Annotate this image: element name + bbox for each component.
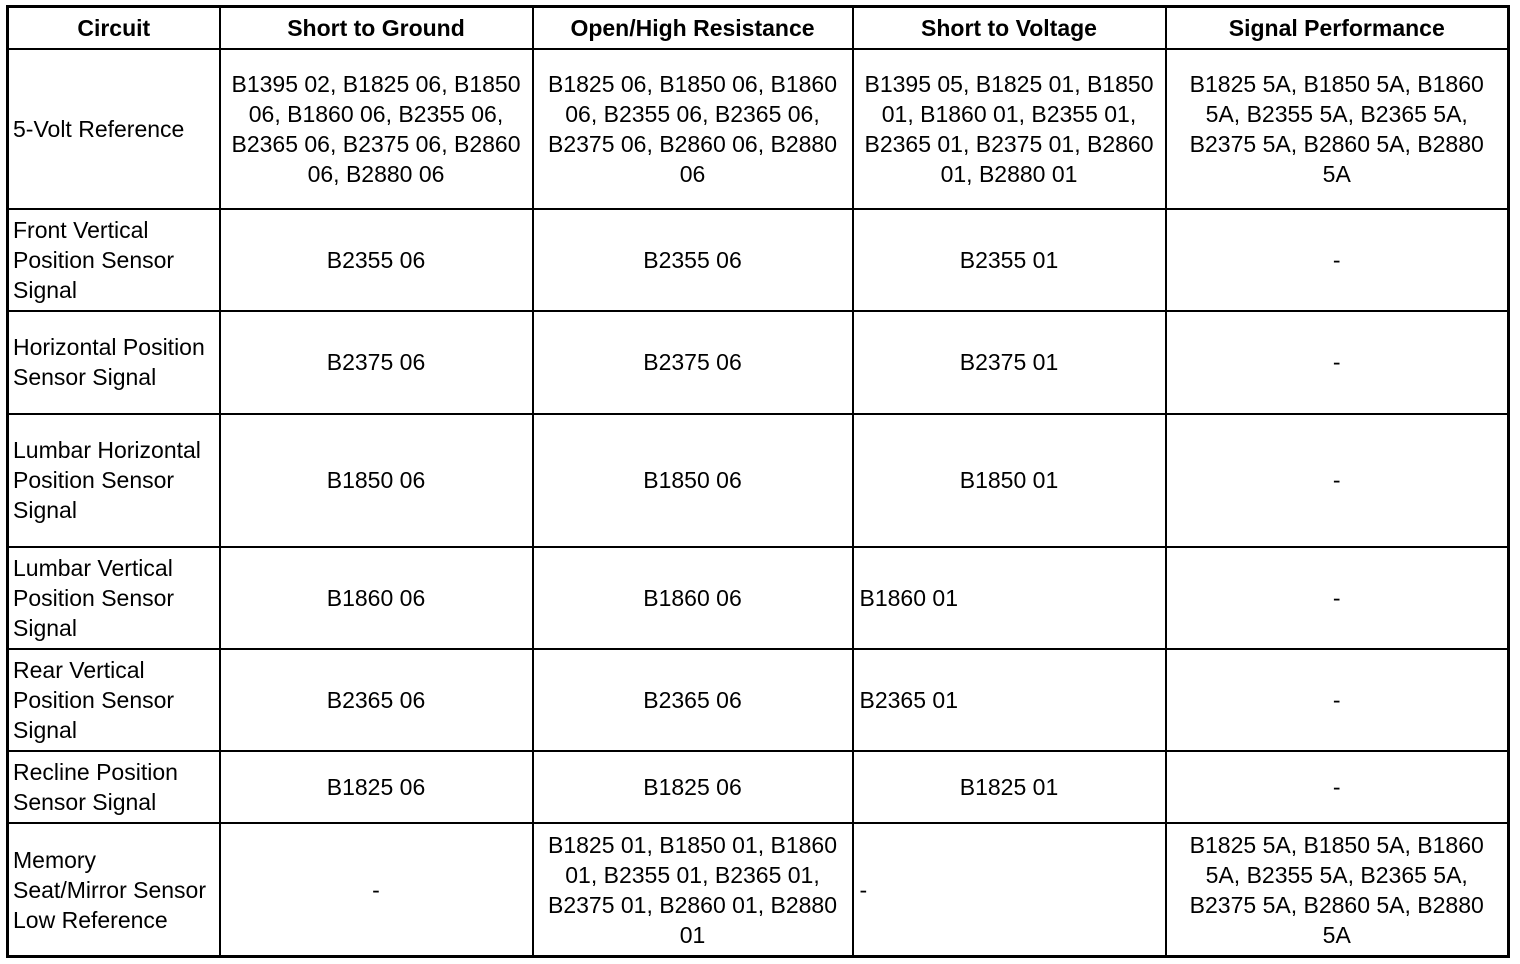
short-to-ground-cell: B1850 06 <box>220 414 533 547</box>
table-row <box>8 311 1509 413</box>
short-to-ground-cell: B1825 06 <box>220 751 533 823</box>
signal-performance-cell: - <box>1166 547 1509 649</box>
circuit-cell: Lumbar Vertical Position Sensor Signal <box>8 547 220 649</box>
short-to-voltage-cell: B2355 01 <box>853 209 1166 311</box>
table-row <box>8 547 1509 649</box>
open-high-resistance-cell: B1825 01, B1850 01, B1860 01, B2355 01, B2365 01, B2375 01, B2860 01, B2880 01 <box>533 823 853 956</box>
open-high-resistance-cell: B2375 06 <box>533 311 853 413</box>
short-to-voltage-cell: B1825 01 <box>853 751 1166 823</box>
open-high-resistance-cell: B1825 06, B1850 06, B1860 06, B2355 06, B2365 06, B2375 06, B2860 06, B2880 06 <box>533 49 853 209</box>
signal-performance-cell: B1825 5A, B1850 5A, B1860 5A, B2355 5A, B2365 5A, B2375 5A, B2860 5A, B2880 5A <box>1166 823 1509 956</box>
short-to-ground-cell: - <box>220 823 533 956</box>
table-row <box>8 751 1509 823</box>
dtc-table <box>6 5 1510 958</box>
short-to-voltage-cell: B2365 01 <box>853 649 1166 751</box>
open-high-resistance-cell: B1825 06 <box>533 751 853 823</box>
short-to-ground-cell: B1395 02, B1825 06, B1850 06, B1860 06, B2355 06, B2365 06, B2375 06, B2860 06, B2880 06 <box>220 49 533 209</box>
open-high-resistance-cell: B1850 06 <box>533 414 853 547</box>
circuit-cell: Front Vertical Position Sensor Signal <box>8 209 220 311</box>
header-circuit: Circuit <box>8 7 220 50</box>
short-to-voltage-cell: - <box>853 823 1166 956</box>
short-to-ground-cell: B2355 06 <box>220 209 533 311</box>
header-short-to-ground: Short to Ground <box>220 7 533 50</box>
circuit-cell: Recline Position Sensor Signal <box>8 751 220 823</box>
header-open-high-resistance: Open/High Resistance <box>533 7 853 50</box>
short-to-voltage-cell: B2375 01 <box>853 311 1166 413</box>
signal-performance-cell: - <box>1166 751 1509 823</box>
circuit-cell: Horizontal Position Sensor Signal <box>8 311 220 413</box>
signal-performance-cell: - <box>1166 649 1509 751</box>
circuit-cell: Rear Vertical Position Sensor Signal <box>8 649 220 751</box>
open-high-resistance-cell: B2365 06 <box>533 649 853 751</box>
header-short-to-voltage: Short to Voltage <box>853 7 1166 50</box>
short-to-ground-cell: B1860 06 <box>220 547 533 649</box>
circuit-cell: Memory Seat/Mirror Sensor Low Reference <box>8 823 220 956</box>
table-row <box>8 414 1509 547</box>
header-row <box>8 7 1509 50</box>
short-to-voltage-cell: B1860 01 <box>853 547 1166 649</box>
circuit-cell: Lumbar Horizontal Position Sensor Signal <box>8 414 220 547</box>
table-row <box>8 823 1509 956</box>
signal-performance-cell: - <box>1166 209 1509 311</box>
header-signal-performance: Signal Performance <box>1166 7 1509 50</box>
circuit-cell: 5-Volt Reference <box>8 49 220 209</box>
short-to-ground-cell: B2365 06 <box>220 649 533 751</box>
open-high-resistance-cell: B2355 06 <box>533 209 853 311</box>
table-row <box>8 49 1509 209</box>
open-high-resistance-cell: B1860 06 <box>533 547 853 649</box>
signal-performance-cell: B1825 5A, B1850 5A, B1860 5A, B2355 5A, B2365 5A, B2375 5A, B2860 5A, B2880 5A <box>1166 49 1509 209</box>
signal-performance-cell: - <box>1166 311 1509 413</box>
short-to-voltage-cell: B1395 05, B1825 01, B1850 01, B1860 01, B2355 01, B2365 01, B2375 01, B2860 01, B2880 01 <box>853 49 1166 209</box>
signal-performance-cell: - <box>1166 414 1509 547</box>
table-row <box>8 649 1509 751</box>
table-row <box>8 209 1509 311</box>
short-to-ground-cell: B2375 06 <box>220 311 533 413</box>
short-to-voltage-cell: B1850 01 <box>853 414 1166 547</box>
